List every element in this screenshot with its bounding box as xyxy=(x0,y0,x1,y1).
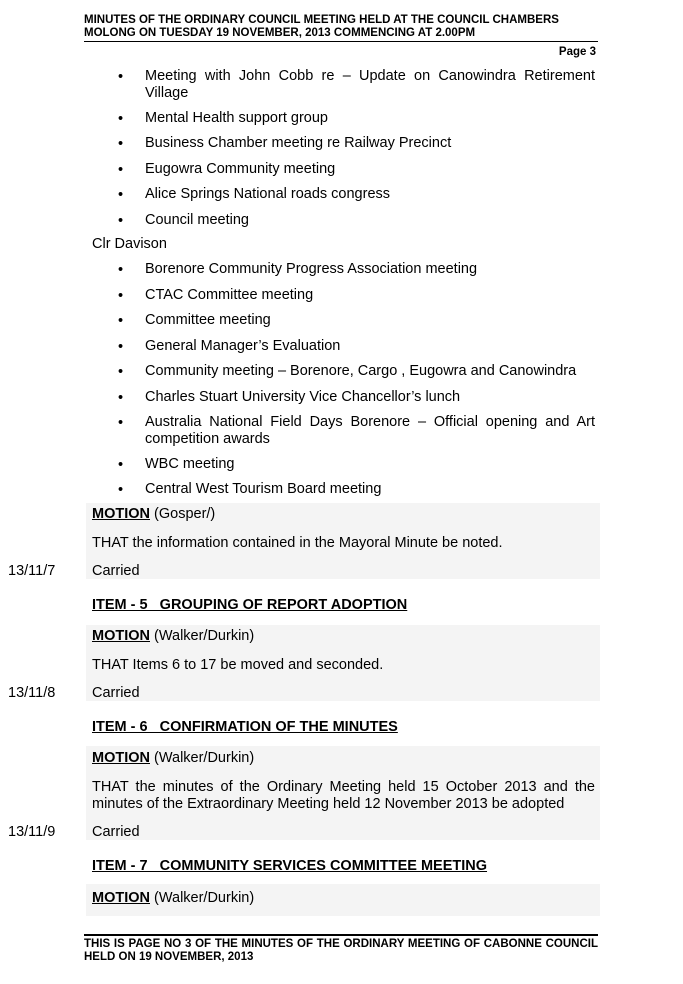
councillor-heading: Clr Davison xyxy=(92,236,167,252)
motion-heading xyxy=(92,506,595,523)
list-item: General Manager’s Evaluation xyxy=(145,338,341,354)
list-item: Council meeting xyxy=(145,212,249,228)
header-divider xyxy=(84,41,598,42)
motion-text: THAT the minutes of the Ordinary Meeting held 15 October 2013 and the minutes of the Extraordinary Meeting held 12 November 2013 be adopted xyxy=(92,779,595,812)
list-item: Mental Health support group xyxy=(145,110,328,126)
item-heading xyxy=(92,858,595,875)
bullet-marker: • xyxy=(118,364,124,380)
bullet-marker: • xyxy=(118,213,124,229)
bullet-marker: • xyxy=(118,69,124,85)
list-item: CTAC Committee meeting xyxy=(145,287,314,303)
item-title: ITEM - 6 CONFIRMATION OF THE MINUTES xyxy=(92,719,398,735)
list-item: Committee meeting xyxy=(145,312,271,328)
motion-movers: (Walker/Durkin) xyxy=(150,750,255,766)
list-item: Charles Stuart University Vice Chancellor’s lunch xyxy=(145,389,461,405)
header-line-1: MINUTES OF THE ORDINARY COUNCIL MEETING HELD AT THE COUNCIL CHAMBERS xyxy=(84,14,559,26)
bullet-marker: • xyxy=(118,136,124,152)
motion-text: THAT Items 6 to 17 be moved and seconded. xyxy=(92,657,384,673)
motion-heading xyxy=(92,750,595,767)
list-item: Alice Springs National roads congress xyxy=(145,186,391,202)
bullet-marker: • xyxy=(118,457,124,473)
bullet-marker: • xyxy=(118,339,124,355)
motion-label: MOTION xyxy=(92,506,150,522)
carried-text: Carried xyxy=(92,563,140,579)
resolution-number: 13/11/8 xyxy=(8,685,56,701)
page-number: Page 3 xyxy=(558,46,596,58)
list-item: WBC meeting xyxy=(145,456,235,472)
bullet-marker: • xyxy=(118,415,124,431)
bullet-marker: • xyxy=(118,111,124,127)
footer-divider xyxy=(84,934,598,936)
motion-heading xyxy=(92,628,595,645)
header-line-2: MOLONG ON TUESDAY 19 NOVEMBER, 2013 COMMENCING AT 2.00PM xyxy=(84,27,476,39)
bullet-marker: • xyxy=(118,262,124,278)
bullet-marker: • xyxy=(118,313,124,329)
resolution-number: 13/11/9 xyxy=(8,824,56,840)
page-footer: THIS IS PAGE NO 3 OF THE MINUTES OF THE ORDINARY MEETING OF CABONNE COUNCIL HELD ON 19 NOVEMBER, 2013 xyxy=(84,938,598,963)
item-title: ITEM - 5 GROUPING OF REPORT ADOPTION xyxy=(92,597,408,613)
motion-movers: (Gosper/) xyxy=(150,506,216,522)
list-item: Australia National Field Days Borenore – Official opening and Art competition awards xyxy=(145,414,595,447)
motion-label: MOTION xyxy=(92,890,150,906)
resolution-number: 13/11/7 xyxy=(8,563,56,579)
motion-movers: (Walker/Durkin) xyxy=(150,628,255,644)
carried-text: Carried xyxy=(92,685,140,701)
bullet-marker: • xyxy=(118,162,124,178)
motion-text: THAT the information contained in the Mayoral Minute be noted. xyxy=(92,535,503,551)
motion-label: MOTION xyxy=(92,750,150,766)
list-item: Community meeting – Borenore, Cargo , Eugowra and Canowindra xyxy=(145,363,577,379)
list-item: Business Chamber meeting re Railway Precinct xyxy=(145,135,452,151)
list-item: Borenore Community Progress Association meeting xyxy=(145,261,478,277)
bullet-marker: • xyxy=(118,288,124,304)
motion-heading xyxy=(92,890,595,907)
motion-label: MOTION xyxy=(92,628,150,644)
page-header xyxy=(84,14,598,40)
item-title: ITEM - 7 COMMUNITY SERVICES COMMITTEE MEETING xyxy=(92,858,488,874)
motion-movers: (Walker/Durkin) xyxy=(150,890,255,906)
bullet-marker: • xyxy=(118,482,124,498)
list-item: Meeting with John Cobb re – Update on Canowindra Retirement Village xyxy=(145,68,595,101)
item-heading xyxy=(92,719,595,736)
carried-text: Carried xyxy=(92,824,140,840)
bullet-marker: • xyxy=(118,187,124,203)
list-item: Eugowra Community meeting xyxy=(145,161,336,177)
bullet-marker: • xyxy=(118,390,124,406)
list-item: Central West Tourism Board meeting xyxy=(145,481,382,497)
item-heading xyxy=(92,597,595,614)
